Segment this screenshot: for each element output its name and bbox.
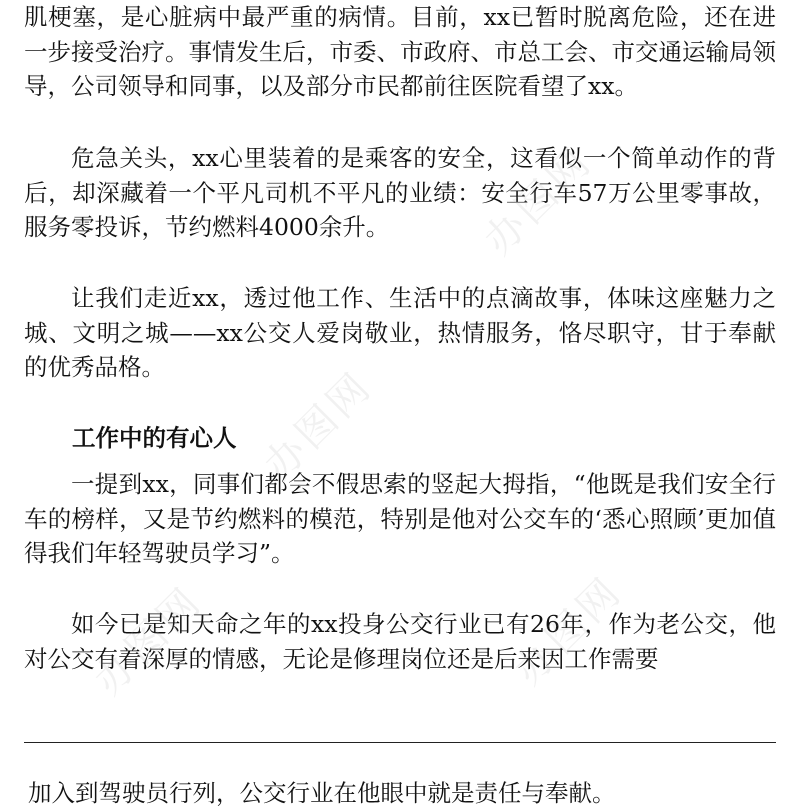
watermark-4: 办图网 [505, 568, 632, 694]
paragraph-3: 让我们走近xx，透过他工作、生活中的点滴故事，体味这座魅力之城、文明之城——xx公交人爱岗敬业，热情服务，恪尽职守，甘于奉献的优秀品格。 [24, 284, 776, 381]
paragraph-2: 危急关头，xx心里装着的是乘客的安全，这看似一个简单动作的背后，却深藏着一个平凡司机不平凡的业绩：安全行车57万公里零事故，服务零投诉，节约燃料4000余升。 [24, 144, 776, 241]
paragraph-4: 一提到xx，同事们都会不假思索的竖起大拇指，“他既是我们安全行车的榜样，又是节约燃料的模范，特别是他对公交车的‘悉心照顾’更加值得我们年轻驾驶员学习”。 [24, 470, 776, 567]
watermark-2: 办图网 [255, 363, 382, 489]
section-heading: 工作中的有心人 [72, 424, 237, 452]
page-divider [24, 742, 776, 743]
paragraph-5: 如今已是知天命之年的xx投身公交行业已有26年，作为老公交，他对公交有着深厚的情感，无论是修理岗位还是后来因工作需要 [24, 610, 776, 673]
paragraph-1: 肌梗塞，是心脏病中最严重的病情。目前，xx已暂时脱离危险，还在进一步接受治疗。事情发生后，市委、市政府、市总工会、市交通运输局领导，公司领导和同事，以及部分市民都前往医院看望了xx。 [24, 3, 776, 100]
watermark-3: 办图网 [85, 578, 212, 704]
next-page-line: 加入到驾驶员行列，公交行业在他眼中就是责任与奉献。 [28, 779, 616, 807]
watermark-1: 办图网 [475, 138, 602, 264]
